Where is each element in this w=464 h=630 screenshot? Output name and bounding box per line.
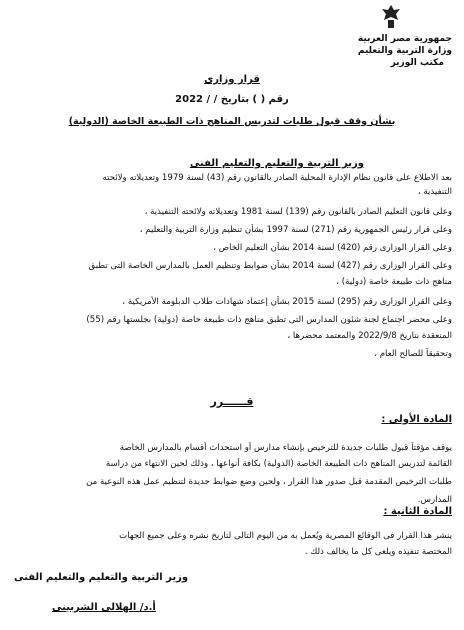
article-2-line: المختصة تنفيذه ويلغى كل ما يخالف ذلك . [304, 547, 452, 557]
preamble-line: وتحقيقاً للصالح العام ، [374, 349, 452, 359]
preamble-line: وعلى محضر اجتماع لجنة شئون المدارس التى تطبق مناهج ذات طبيعة خاصة (دولية) بجلستها رقم (55) [86, 315, 452, 325]
eagle-emblem-icon [380, 4, 402, 30]
preamble-line: وعلى القرار الوزارى رقم (295) لسنة 2015 بشأن إعتماد شهادات طلاب الدبلومة الأمريكية ، [122, 297, 452, 307]
preamble-line: التنفيذية ، [417, 187, 452, 197]
header-country: جمهورية مصر العربية [357, 34, 452, 44]
article-1-line: القائمة لتدريس المناهج ذات الطبيعة الخاصة (الدولية) بكافة أنواعها ، وذلك لحين الانتهاء من دراسة [105, 459, 452, 469]
article-1-line: المدارس. [417, 495, 452, 505]
decree-subject: بشأن وقف قبول طلبات لتدريس المناهج ذات الطبيعة الخاصة (الدولية) [68, 116, 396, 127]
article-2-line: ينشر هذا القرار فى الوقائع المصرية ويُعمل به من اليوم التالى لتاريخ نشره وعلى جميع الجهات [119, 531, 452, 541]
decree-title: قرار وزارى [204, 74, 260, 85]
decides-heading: قــــــرر [210, 395, 254, 408]
article-1-line: يوقف مؤقتاً قبول طلبات جديدة للترخيص بإنشاء مدارس أو استحداث أقسام بالمدارس الخاصة [119, 443, 452, 453]
minister-heading: وزير التربية والتعليم والتعليم الفنى [189, 158, 364, 169]
preamble-line: المنعقدة بتاريخ 2022/9/8 والمعتمد محضرها ، [287, 331, 452, 341]
preamble-line: مناهج ذات طبيعة خاصة (دولية) ، [336, 277, 452, 287]
header-office: مكتب الوزير [390, 58, 444, 68]
article-2-title: المادة الثانية : [383, 506, 452, 517]
preamble-line: وعلى القرار الوزارى رقم (420) لسنة 2014 بشأن التعليم الخاص ، [213, 243, 452, 253]
article-1-title: المادة الأولى : [381, 414, 452, 425]
preamble-line: بعد الاطلاع على قانون نظام الإدارة المحلية الصادر بالقانون رقم (43) لسنة 1979 وتعديلاته ولائحته [102, 173, 452, 183]
preamble-line: وعلى القرار الوزارى رقم (427) لسنة 2014 بشأن ضوابط وتنظيم العمل بالمدارس الخاصة التى تطبق [88, 261, 452, 271]
signature-name: أ.د/ الهلالى الشربينى [52, 602, 156, 613]
preamble-line: وعلى قرار رئيس الجمهورية رقم (271) لسنة 1997 بشأن تنظيم وزارة التربية والتعليم ، [139, 225, 452, 235]
header-ministry: وزارة التربية والتعليم [357, 46, 452, 56]
decree-number-date: رقم ( ) بتاريخ / / 2022 [175, 94, 289, 105]
preamble-line: وعلى قانون التعليم الصادر بالقانون رقم (139) لسنة 1981 وتعديلاته ولائحته التنفيذية ، [144, 207, 452, 217]
article-1-line: طلبات الترخيص المقدمة قبل صدور هذا القرار ، ولحين وضع ضوابط جديدة لتنظيم عمل هذه النوعية من [86, 477, 452, 487]
signature-role: وزير التربية والتعليم والتعليم الفنى [14, 572, 189, 583]
